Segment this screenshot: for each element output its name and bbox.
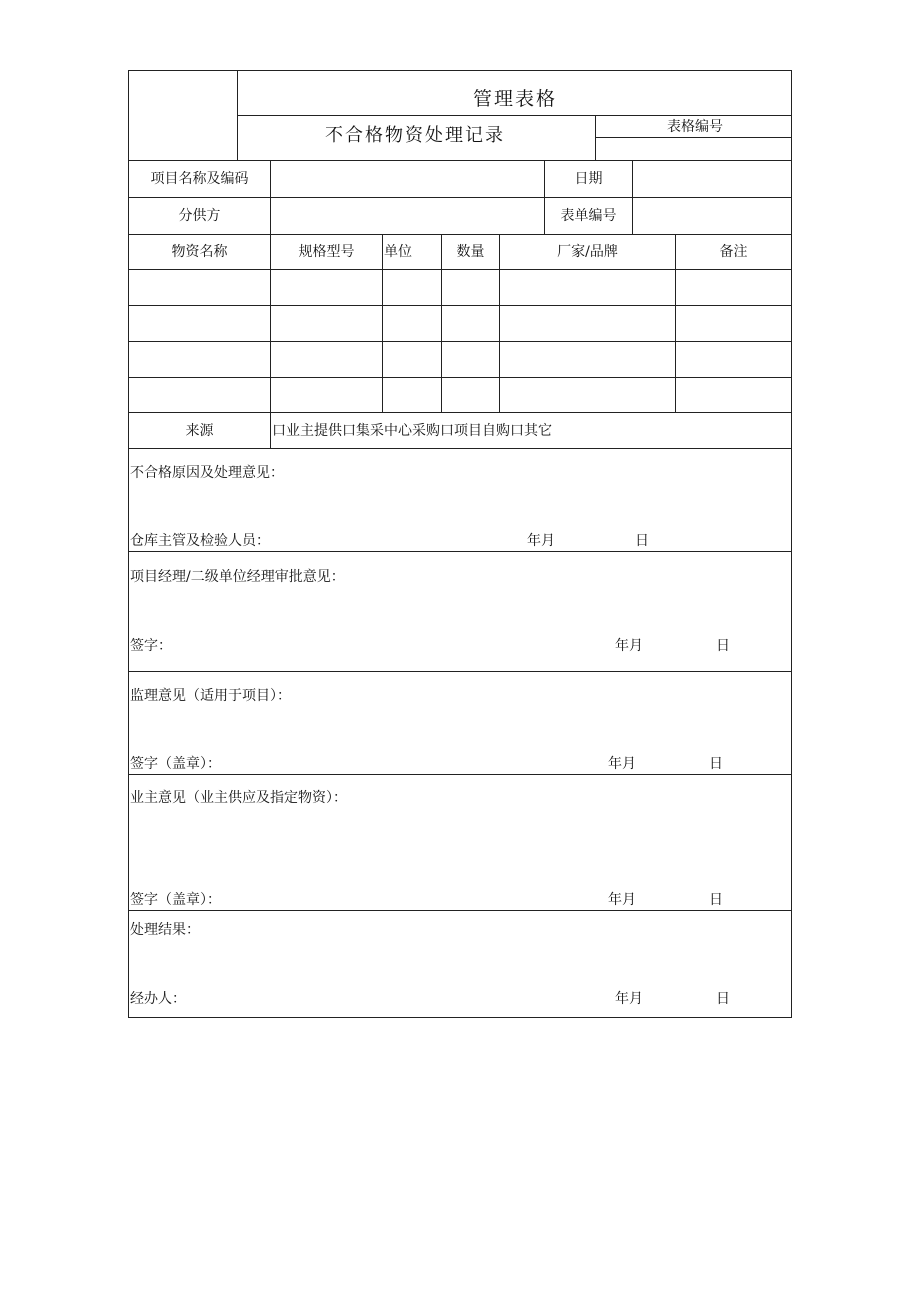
- col-header-brand: 厂家/品牌: [557, 244, 618, 260]
- table-row: [129, 378, 791, 412]
- subcontractor-field[interactable]: [271, 198, 544, 234]
- supervision-title: 监理意见（适用于项目）：: [130, 688, 291, 704]
- reason-signer-label: 仓库主管及检验人员：: [130, 533, 270, 549]
- logo-cell: [129, 71, 237, 160]
- reason-title: 不合格原因及处理意见：: [130, 465, 284, 481]
- table-row: [129, 342, 791, 377]
- source-label: 来源: [185, 423, 214, 439]
- owner-text-area[interactable]: [129, 812, 791, 887]
- col-header-remark: 备注: [719, 244, 748, 260]
- date-label: 日期: [574, 171, 603, 187]
- owner-day: 日: [709, 892, 723, 908]
- pm-text-area[interactable]: [129, 590, 791, 635]
- result-title: 处理结果：: [130, 922, 200, 938]
- supervision-day: 日: [709, 756, 723, 772]
- subcontractor-label: 分供方: [178, 208, 221, 224]
- supervision-text-area[interactable]: [129, 708, 791, 753]
- reason-year-month: 年月: [527, 533, 555, 549]
- form-title: 不合格物资处理记录: [325, 125, 505, 146]
- title-divider: [237, 115, 792, 116]
- sheet-no-label: 表单编号: [560, 208, 617, 224]
- pm-bottom-line: [128, 671, 792, 672]
- supervision-bottom-line: [128, 774, 792, 775]
- table-row: [129, 306, 791, 341]
- col-header-qty: 数量: [456, 244, 485, 260]
- sheet-no-field[interactable]: [633, 198, 791, 234]
- owner-bottom-line: [128, 910, 792, 911]
- date-field[interactable]: [633, 161, 791, 197]
- project-field[interactable]: [271, 161, 544, 197]
- owner-signer-label: 签字（盖章）：: [130, 892, 221, 908]
- reason-text-area[interactable]: [129, 485, 791, 530]
- col-header-spec: 规格型号: [298, 244, 355, 260]
- table-row: [129, 270, 791, 305]
- result-year-month: 年月: [615, 991, 643, 1007]
- supervision-year-month: 年月: [608, 756, 636, 772]
- pm-day: 日: [716, 638, 730, 654]
- pm-year-month: 年月: [615, 638, 643, 654]
- source-bottom-line: [128, 448, 792, 449]
- reason-bottom-line: [128, 551, 792, 552]
- source-options[interactable]: 口业主提供口集采中心采购口项目自购口其它: [272, 423, 552, 439]
- form-code-label: 表格编号: [667, 119, 723, 135]
- result-day: 日: [716, 991, 730, 1007]
- col-header-unit: 单位: [384, 244, 412, 260]
- owner-title: 业主意见（业主供应及指定物资）：: [130, 790, 347, 806]
- pm-title: 项目经理/二级单位经理审批意见：: [130, 569, 345, 585]
- form-code-field[interactable]: [596, 138, 791, 160]
- project-label: 项目名称及编码: [150, 171, 249, 187]
- owner-year-month: 年月: [608, 892, 636, 908]
- result-text-area[interactable]: [129, 942, 791, 987]
- reason-day: 日: [635, 533, 649, 549]
- result-signer-label: 经办人：: [130, 991, 186, 1007]
- source-col-line: [270, 412, 271, 448]
- pm-signer-label: 签字：: [130, 638, 172, 654]
- info-bottom-line: [128, 234, 792, 235]
- col-header-name: 物资名称: [171, 244, 228, 260]
- mat-bottom-line: [128, 412, 792, 413]
- page-title: 管理表格: [472, 88, 557, 110]
- supervision-signer-label: 签字（盖章）：: [130, 756, 221, 772]
